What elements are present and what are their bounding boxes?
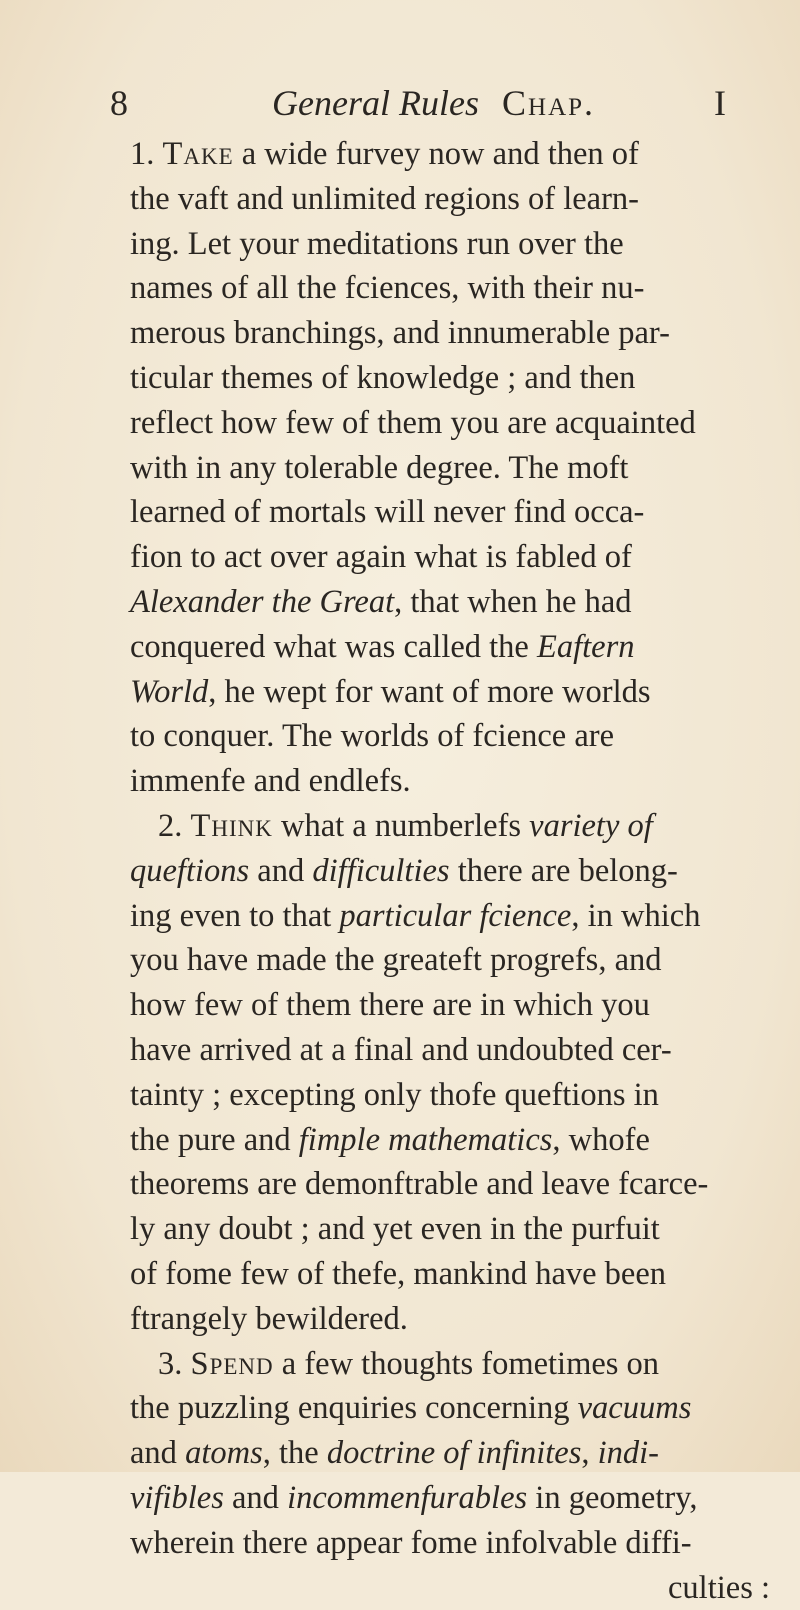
text-segment: immenfe and endlefs.	[130, 763, 411, 799]
text-line	[130, 1252, 780, 1297]
italic-phrase: World	[130, 674, 208, 710]
text-segment: , whofe	[552, 1122, 649, 1158]
text-line	[130, 177, 780, 222]
text-segment: what a numberlefs	[273, 808, 529, 844]
italic-phrase: indi-	[598, 1435, 659, 1471]
text-segment: you have made the greateft progrefs, and	[130, 942, 662, 978]
running-title: General Rules	[272, 82, 479, 124]
text-line	[130, 625, 780, 670]
text-segment: , in which	[571, 898, 700, 934]
text-segment: , that when he had	[394, 584, 631, 620]
text-segment: , he wept for want of more worlds	[208, 674, 650, 710]
text-line	[130, 535, 780, 580]
text-segment: with in any tolerable degree. The moft	[130, 450, 628, 486]
chapter-label: Chap.	[502, 82, 595, 124]
text-line	[130, 1207, 780, 1252]
italic-phrase: particular fcience	[339, 898, 571, 934]
small-caps-word: Spend	[191, 1346, 274, 1382]
running-header	[110, 82, 740, 132]
text-segment: 3.	[158, 1346, 191, 1382]
text-segment: 2.	[158, 808, 191, 844]
small-caps-word: Take	[163, 136, 234, 172]
text-segment: in geometry,	[527, 1480, 697, 1516]
text-line	[130, 1028, 780, 1073]
italic-phrase: fimple mathematics	[299, 1122, 553, 1158]
text-segment: how few of them there are in which you	[130, 987, 650, 1023]
italic-phrase: queftions	[130, 853, 249, 889]
text-segment: 1.	[130, 136, 163, 172]
text-segment: the pure and	[130, 1122, 299, 1158]
italic-phrase: Eaftern	[537, 629, 634, 665]
text-line	[130, 490, 780, 535]
text-line	[130, 894, 780, 939]
text-segment: names of all the fciences, with their nu-	[130, 270, 644, 306]
text-segment: tainty ; excepting only thofe queftions in	[130, 1077, 659, 1113]
text-segment: theorems are demonftrable and leave fcarce-	[130, 1166, 708, 1202]
text-segment: , the	[263, 1435, 327, 1471]
text-segment: ing even to that	[130, 898, 339, 934]
text-segment: and	[130, 1435, 185, 1471]
text-line	[130, 1521, 780, 1566]
text-segment: there are belong-	[450, 853, 678, 889]
text-line	[130, 759, 780, 804]
text-line	[130, 983, 780, 1028]
italic-phrase: difficulties	[312, 853, 449, 889]
text-segment: ftrangely bewildered.	[130, 1301, 408, 1337]
text-line	[130, 446, 780, 491]
text-line	[130, 849, 780, 894]
italic-phrase: variety of	[529, 808, 653, 844]
text-segment: fion to act over again what is fabled of	[130, 539, 632, 575]
text-segment: have arrived at a final and undoubted cer-	[130, 1032, 672, 1068]
text-segment: ing. Let your meditations run over the	[130, 226, 624, 262]
text-line	[130, 1073, 780, 1118]
text-segment: and	[224, 1480, 287, 1516]
text-line	[130, 266, 780, 311]
text-line	[130, 580, 780, 625]
text-segment: a few thoughts fometimes on	[274, 1346, 659, 1382]
text-line	[130, 1342, 780, 1387]
text-segment: a wide furvey now and then of	[234, 136, 639, 172]
page-number: 8	[110, 82, 128, 124]
text-segment: wherein there appear fome infolvable diffi-	[130, 1525, 692, 1561]
text-segment: ,	[581, 1435, 597, 1471]
text-line	[130, 804, 780, 849]
body-text	[130, 132, 780, 1610]
text-line	[130, 1566, 780, 1610]
text-segment: to conquer. The worlds of fcience are	[130, 718, 614, 754]
text-line	[130, 132, 780, 177]
text-segment: the puzzling enquiries concerning	[130, 1390, 578, 1426]
text-line	[130, 714, 780, 759]
text-segment: reflect how few of them you are acquainted	[130, 405, 696, 441]
italic-phrase: Alexander the Great	[130, 584, 394, 620]
text-line	[130, 670, 780, 715]
text-line	[130, 1476, 780, 1521]
text-line	[130, 1297, 780, 1342]
text-segment: learned of mortals will never find occa-	[130, 494, 644, 530]
text-segment: ly any doubt ; and yet even in the purfuit	[130, 1211, 660, 1247]
text-segment: merous branchings, and innumerable par-	[130, 315, 670, 351]
text-line	[130, 1162, 780, 1207]
small-caps-word: Think	[191, 808, 273, 844]
italic-phrase: vifibles	[130, 1480, 224, 1516]
text-line	[130, 401, 780, 446]
text-line	[130, 311, 780, 356]
chapter-number: I	[714, 82, 726, 124]
italic-phrase: doctrine of infinites	[327, 1435, 582, 1471]
text-line	[130, 356, 780, 401]
text-segment: conquered what was called the	[130, 629, 537, 665]
text-line	[130, 1118, 780, 1163]
italic-phrase: incommenfurables	[287, 1480, 527, 1516]
text-line	[130, 938, 780, 983]
text-line	[130, 222, 780, 267]
text-line	[130, 1386, 780, 1431]
italic-phrase: atoms	[185, 1435, 263, 1471]
text-segment: ticular themes of knowledge ; and then	[130, 360, 635, 396]
text-segment: and	[249, 853, 312, 889]
text-segment: the vaft and unlimited regions of learn-	[130, 181, 639, 217]
text-segment: culties :	[668, 1570, 770, 1606]
italic-phrase: vacuums	[578, 1390, 692, 1426]
text-line	[130, 1431, 780, 1476]
text-segment: of fome few of thefe, mankind have been	[130, 1256, 666, 1292]
